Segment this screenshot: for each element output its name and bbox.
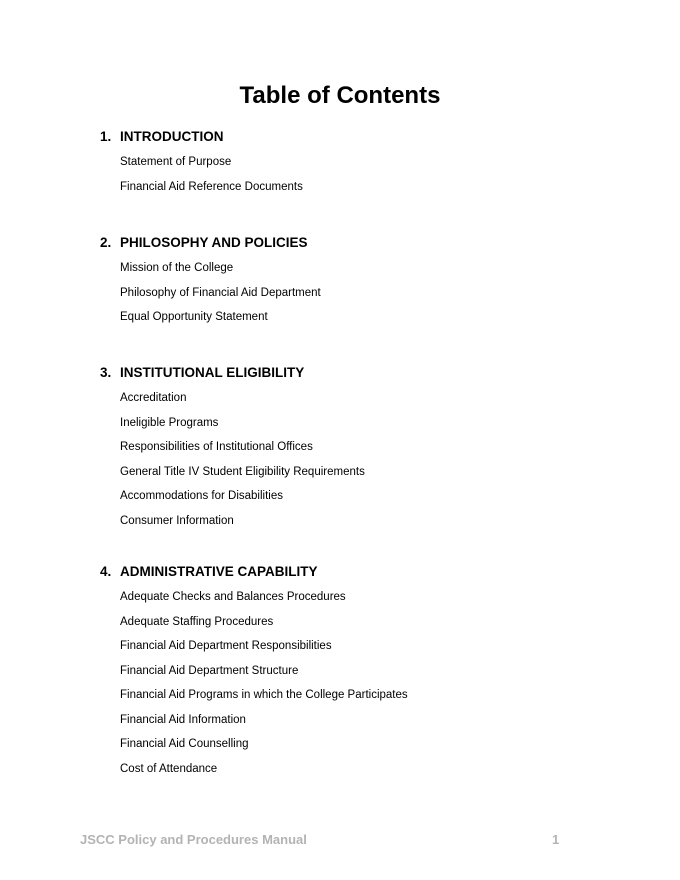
- toc-section-institutional-eligibility: [100, 364, 620, 537]
- toc-entry[interactable]: Statement of Purpose: [120, 156, 232, 168]
- toc-section-philosophy-and-policies: [100, 234, 620, 334]
- toc-entry[interactable]: Financial Aid Department Responsibilities: [120, 640, 332, 652]
- toc-entry[interactable]: Equal Opportunity Statement: [120, 311, 268, 323]
- section-heading[interactable]: [100, 234, 620, 252]
- section-heading[interactable]: [100, 364, 620, 382]
- footer-manual-title: JSCC Policy and Procedures Manual: [80, 832, 307, 847]
- section-title: ADMINISTRATIVE CAPABILITY: [120, 564, 318, 579]
- section-title: INSTITUTIONAL ELIGIBILITY: [120, 365, 305, 380]
- toc-entry[interactable]: Financial Aid Counselling: [120, 738, 249, 750]
- page-title: Table of Contents: [239, 82, 441, 109]
- section-heading[interactable]: [100, 128, 620, 146]
- footer-page-number: 1: [552, 832, 560, 847]
- toc-entry[interactable]: Financial Aid Information: [120, 713, 246, 726]
- toc-entry[interactable]: Financial Aid Programs in which the College Participates: [120, 689, 408, 701]
- toc-entry[interactable]: Responsibilities of Institutional Offices: [120, 441, 313, 453]
- section-number: 3.: [100, 365, 112, 380]
- section-number: 1.: [100, 129, 112, 144]
- toc-section-administrative-capability: [100, 563, 620, 785]
- toc-entry[interactable]: Philosophy of Financial Aid Department: [120, 286, 321, 299]
- toc-entry[interactable]: Consumer Information: [120, 514, 234, 527]
- entry-list: [100, 390, 620, 529]
- entry-list: [100, 589, 620, 777]
- toc-entry[interactable]: Ineligible Programs: [120, 416, 219, 429]
- toc-entry[interactable]: Adequate Checks and Balances Procedures: [120, 591, 346, 603]
- section-title: PHILOSOPHY AND POLICIES: [120, 235, 308, 250]
- toc-entry[interactable]: Cost of Attendance: [120, 762, 218, 775]
- section-number: 2.: [100, 235, 112, 250]
- toc-entry[interactable]: Adequate Staffing Procedures: [120, 615, 274, 628]
- entry-list: [100, 260, 620, 325]
- toc-entry[interactable]: Financial Aid Department Structure: [120, 664, 299, 677]
- section-heading[interactable]: [100, 563, 620, 581]
- toc-entry[interactable]: Financial Aid Reference Documents: [120, 180, 303, 193]
- toc-entry[interactable]: Accreditation: [120, 392, 187, 404]
- toc-section-introduction: [100, 128, 620, 203]
- section-title: INTRODUCTION: [120, 129, 224, 144]
- entry-list: [100, 154, 620, 195]
- toc-entry[interactable]: Accommodations for Disabilities: [120, 490, 283, 502]
- section-number: 4.: [100, 564, 112, 579]
- toc-entry[interactable]: Mission of the College: [120, 262, 234, 274]
- toc-entry[interactable]: General Title IV Student Eligibility Requirements: [120, 465, 365, 478]
